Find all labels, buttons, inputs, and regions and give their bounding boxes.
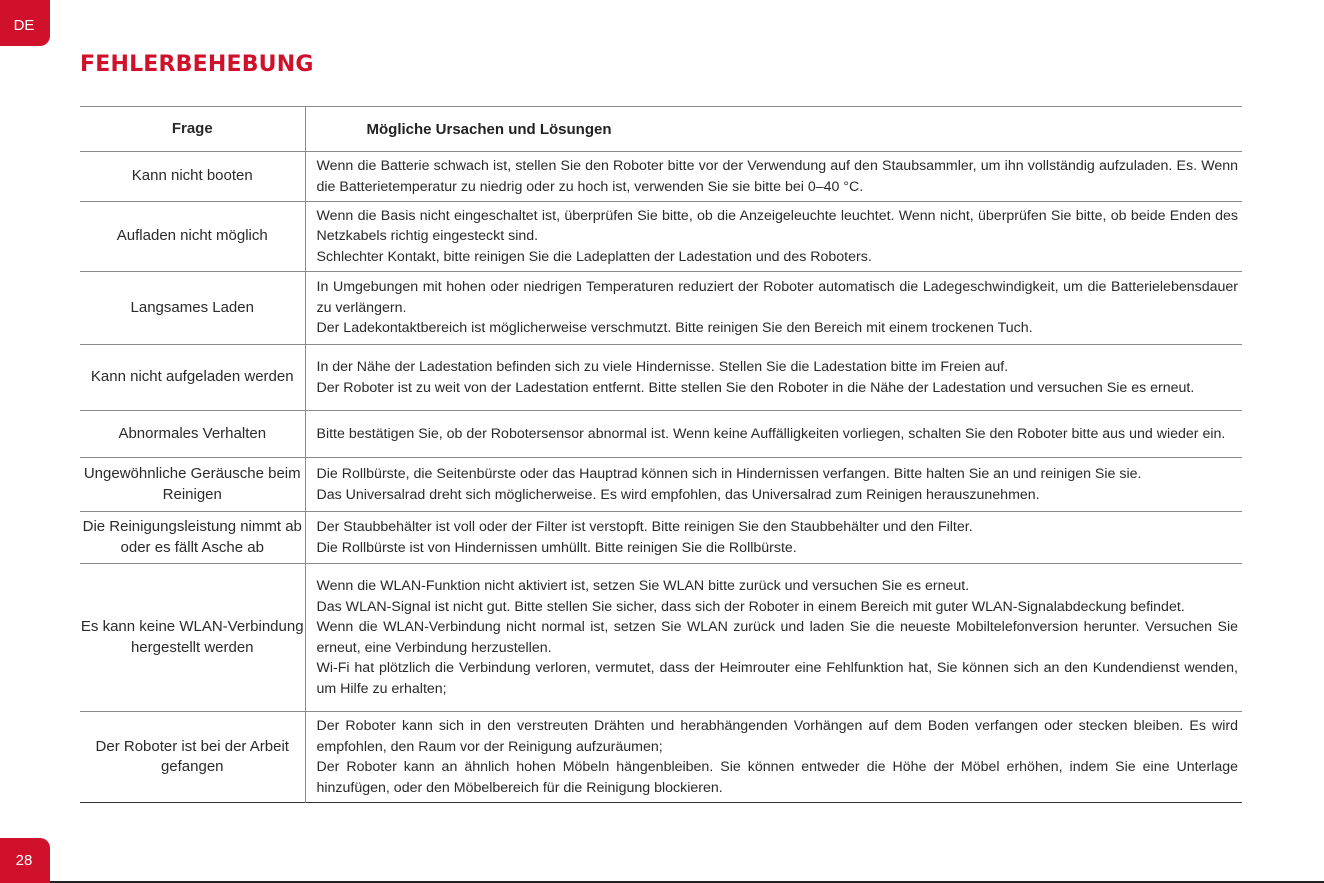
question-cell [80,272,305,345]
table-row [80,512,1242,564]
answer-cell [305,411,1242,458]
answer-line: Bitte bestätigen Sie, ob der Robotersensor abnormal ist. Wenn keine Auffälligkeiten vorliegen, schalten Sie den Roboter bitte aus und wieder ein. [316,425,1226,442]
language-tab [0,0,50,46]
table-row [80,411,1242,458]
question-text: Ungewöhnliche Geräusche beim Reinigen [83,465,301,503]
question-text: Es kann keine WLAN-Verbindung hergestellt werden [80,618,304,656]
answer-cell [305,152,1242,202]
page-number: 28 [15,852,33,869]
answer-line: Der Roboter kann an ähnlich hohen Möbeln hängenbleiben. Sie können entweder die Höhe der Möbel erhöhen, indem Sie eine Unterlage hinzufügen, oder den Möbelbereich für die Reinigung blockieren. [316,759,1238,796]
answer-cell [305,512,1242,564]
answer-cell [305,564,1242,712]
answer-line: Der Ladekontaktbereich ist möglicherweise verschmutzt. Bitte reinigen Sie den Bereich mit einem trockenen Tuch. [316,320,1033,337]
answer-line: In der Nähe der Ladestation befinden sich zu viele Hindernisse. Stellen Sie die Ladestation bitte im Freien auf. [316,359,1009,375]
question-cell [80,564,305,712]
column-header-question: Frage [80,107,305,152]
answer-line: Die Rollbürste ist von Hindernissen umhüllt. Bitte reinigen Sie die Rollbürste. [316,539,797,556]
question-cell [80,712,305,803]
question-cell [80,202,305,272]
table-row [80,458,1242,512]
answer-line: Wenn die WLAN-Funktion nicht aktiviert ist, setzen Sie WLAN bitte zurück und versuchen Sie es erneut. [316,578,970,594]
answer-line: Schlechter Kontakt, bitte reinigen Sie die Ladeplatten der Ladestation und des Roboters. [316,248,872,265]
language-label: DE [13,16,35,34]
answer-line: Der Roboter kann sich in den verstreuten Drähten und herabhängenden Vorhängen auf dem Boden verfangen oder stecken bleiben. Es wird empfohlen, den Raum vor der Reinigung aufzuräumen; [316,718,1238,755]
answer-line: Der Staubbehälter ist voll oder der Filter ist verstopft. Bitte reinigen Sie den Staubbehälter und den Filter. [316,519,973,535]
answer-cell [305,712,1242,803]
table-row [80,564,1242,712]
answer-line: Wenn die Batterie schwach ist, stellen Sie den Roboter bitte vor der Verwendung auf den Staubsammler, um ihn vollständig aufzuladen. Es. Wenn die Batterietemperatur zu niedrig oder zu hoch ist, verwenden Sie sie bitte bei 0–40 °C. [316,158,1238,195]
answer-line: In Umgebungen mit hohen oder niedrigen Temperaturen reduziert der Roboter automatisch die Ladegeschwindigkeit, um die Batterielebensdauer zu verlängern. [316,279,1238,316]
question-text: Der Roboter ist bei der Arbeit gefangen [95,737,289,775]
answer-line: Der Roboter ist zu weit von der Ladestation entfernt. Bitte stellen Sie den Roboter in die Nähe der Ladestation und versuchen Sie es erneut. [316,379,1195,396]
answer-line: Das WLAN-Signal ist nicht gut. Bitte stellen Sie sicher, dass sich der Roboter in einem Bereich mit guter WLAN-Signalabdeckung befindet. [316,598,1185,615]
page-number-tab [0,838,50,883]
answer-line: Wenn die Basis nicht eingeschaltet ist, überprüfen Sie bitte, ob die Anzeigeleuchte leuchtet. Wenn nicht, überprüfen Sie bitte, ob beide Enden des Netzkabels richtig eingesteckt sind. [316,207,1238,245]
answer-line: Das Universalrad dreht sich möglicherweise. Es wird empfohlen, das Universalrad zum Reinigen herauszunehmen. [316,486,1040,503]
question-text: Die Reinigungsleistung nimmt ab oder es fällt Asche ab [82,518,302,556]
page-title: FEHLERBEHEBUNG [80,52,314,77]
table-row [80,712,1242,803]
question-cell [80,152,305,202]
answer-cell [305,458,1242,512]
question-text: Aufladen nicht möglich [116,227,268,245]
question-text: Kann nicht booten [131,167,253,185]
troubleshooting-table [80,106,1242,803]
question-cell [80,458,305,512]
question-cell [80,411,305,458]
answer-cell [305,345,1242,411]
table-header-row [80,107,1242,152]
table-row [80,202,1242,272]
question-text: Abnormales Verhalten [118,424,267,442]
column-header-solutions: Mögliche Ursachen und Lösungen [305,107,1242,152]
table-row [80,272,1242,345]
answer-line: Wenn die WLAN-Verbindung nicht normal ist, setzen Sie WLAN zurück und laden Sie die neueste Mobiltelefonversion herunter. Versuchen Sie erneut, eine Verbindung herzustellen. [316,619,1238,656]
question-text: Kann nicht aufgeladen werden [90,368,294,386]
question-cell [80,512,305,564]
question-text: Langsames Laden [130,298,254,316]
table-row [80,345,1242,411]
answer-line: Wi-Fi hat plötzlich die Verbindung verloren, vermutet, dass der Heimrouter eine Fehlfunktion hat, Sie können sich an den Kundendienst wenden, um Hilfe zu erhalten; [316,660,1238,697]
table-row [80,152,1242,202]
question-cell [80,345,305,411]
answer-cell [305,272,1242,345]
answer-line: Die Rollbürste, die Seitenbürste oder das Hauptrad können sich in Hindernissen verfangen. Bitte halten Sie an und reinigen Sie sie. [316,466,1142,482]
answer-cell [305,202,1242,272]
